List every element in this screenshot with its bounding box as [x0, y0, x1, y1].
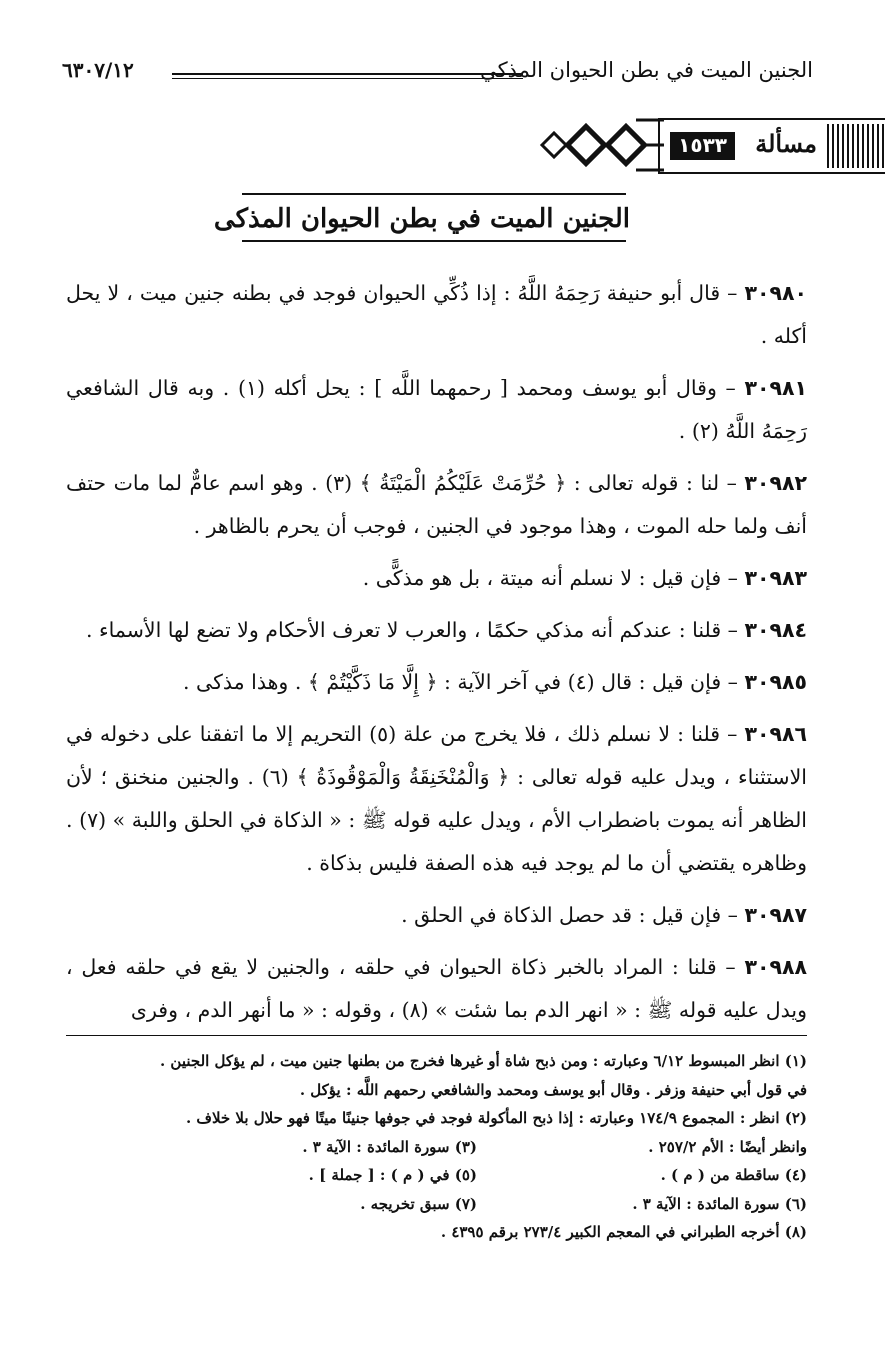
main-text — [66, 272, 807, 1041]
footnote-7: (٧) سبق تخريجه . — [360, 1194, 477, 1213]
paragraph-number: ٣٠٩٨٨ — [744, 955, 807, 979]
paragraph-text: – قلنا : المراد بالخبر ذكاة الحيوان في حلقه ، والجنين لا يقع في حلقه فعل ، ويدل عليه قوله ﷺ : « انهر الدم بما شئت » (٨) ، وقوله : « ما أنهر الدم ، وفرى — [66, 955, 807, 1022]
header-rule — [172, 73, 523, 79]
footnote-1-continued: في قول أبي حنيفة وزفر . وقال أبو يوسف ومحمد والشافعي رحمهم اللَّه : يؤكل . — [299, 1080, 807, 1099]
paragraph — [66, 557, 807, 600]
paragraph-number: ٣٠٩٨٤ — [744, 618, 807, 642]
footnote-row — [66, 1133, 807, 1162]
paragraph-number: ٣٠٩٨٦ — [744, 722, 807, 746]
footnote-4: (٤) ساقطة من ( م ) . — [660, 1166, 807, 1184]
paragraph-number: ٣٠٩٨٧ — [744, 903, 807, 927]
running-header — [62, 58, 813, 92]
paragraph-number: ٣٠٩٨٢ — [744, 471, 807, 495]
paragraph-text: – لنا : قوله تعالى : ﴿ حُرِّمَتْ عَلَيْكُمُ الْمَيْتَةُ ﴾ (٣) . وهو اسم عامٌّ لما مات حتف أنف ولما حله الموت ، وهذا موجود في الجنين ، فوجب أن يحرم بالظاهر . — [66, 471, 807, 538]
paragraph — [66, 609, 807, 652]
masala-banner — [540, 118, 885, 172]
paragraph — [66, 894, 807, 937]
footnote-separator — [66, 1035, 807, 1036]
paragraph-text: – قلنا : لا نسلم ذلك ، فلا يخرج من علة (٥) التحريم إلا ما اتفقنا على دخوله في الاستثناء ، ويدل عليه قوله تعالى : ﴿ وَالْمُنْخَنِقَةُ وَالْمَوْقُوذَةُ ﴾ (٦) . والجنين منخنق ؛ لأن الظاهر أنه يموت باضطراب الأم ، ويدل عليه قوله ﷺ : « الذكاة في الحلق واللبة » (٧) . وظاهره يقتضي أن ما لم يوجد فيه هذه الصفة فليس بذكاة . — [66, 722, 808, 875]
footnotes — [66, 1047, 807, 1247]
masala-label: مسألة — [755, 129, 817, 158]
paragraph-number: ٣٠٩٨٥ — [744, 670, 807, 694]
title-bottom-rule — [242, 240, 626, 242]
paragraph-text: – قلنا : عندكم أنه مذكي حكمًا ، والعرب لا تعرف الأحكام ولا تضع لها الأسماء . — [85, 618, 745, 642]
paragraph-text: – وقال أبو يوسف ومحمد [ رحمهما اللَّه ] : يحل أكله (١) . وبه قال الشافعي رَحِمَهُ اللَّهُ (٢) . — [66, 376, 807, 443]
footnote-3: (٣) سورة المائدة : الآية ٣ . — [302, 1137, 477, 1156]
masala-number: ١٥٣٣ — [670, 132, 735, 160]
paragraph-number: ٣٠٩٨٣ — [744, 566, 807, 590]
paragraph-number: ٣٠٩٨١ — [744, 376, 807, 400]
footnote-5: (٥) في ( م ) : [ جملة ] . — [308, 1166, 477, 1184]
paragraph-text: – فإن قيل : قال (٤) في آخر الآية : ﴿ إِلَّا مَا ذَكَّيْتُمْ ﴾ . وهذا مذكى . — [183, 670, 745, 694]
paragraph — [66, 946, 807, 1032]
footnote-6: (٦) سورة المائدة : الآية ٣ . — [632, 1194, 807, 1213]
footnote-2: (٢) انظر : المجموع ١٧٤/٩ وعبارته : إذا ذبح المأكولة فوجد في جوفها جنينًا ميتًا فهو حلال بلا خلاف . — [185, 1109, 807, 1127]
footnote-8: (٨) أخرجه الطبراني في المعجم الكبير ٢٧٣/٤ برقم ٤٣٩٥ . — [440, 1223, 807, 1241]
page-reference: ٦٣٠٧/١٢ — [62, 58, 134, 82]
running-title: الجنين الميت في بطن الحيوان المذكي — [480, 58, 813, 82]
hatch-ornament — [827, 124, 885, 168]
paragraph-number: ٣٠٩٨٠ — [744, 281, 807, 305]
paragraph — [66, 272, 807, 358]
paragraph — [66, 713, 807, 885]
paragraph — [66, 462, 807, 548]
paragraph-text: – قال أبو حنيفة رَحِمَهُ اللَّهُ : إذا ذُكِّي الحيوان فوجد في بطنه جنين ميت ، لا يحل أكله . — [66, 281, 807, 348]
footnote-2-continued: وانظر أيضًا : الأم ٢٥٧/٢ . — [648, 1137, 807, 1156]
footnote-row — [66, 1161, 807, 1190]
footnote-row — [66, 1190, 807, 1219]
paragraph — [66, 661, 807, 704]
footnote-1: (١) انظر المبسوط ٦/١٢ وعبارته : ومن ذبح شاة أو غيرها فخرج من بطنها جنين ميت ، لم يؤكل الجنين . — [159, 1052, 807, 1070]
knot-ornament-icon — [536, 118, 664, 172]
title-top-rule — [242, 193, 626, 195]
paragraph — [66, 367, 807, 453]
chapter-title: الجنين الميت في بطن الحيوان المذكى — [213, 204, 630, 234]
banner-frame — [658, 118, 885, 174]
paragraph-text: – فإن قيل : قد حصل الذكاة في الحلق . — [401, 903, 745, 927]
paragraph-text: – فإن قيل : لا نسلم أنه ميتة ، بل هو مذكًّى . — [362, 566, 745, 590]
